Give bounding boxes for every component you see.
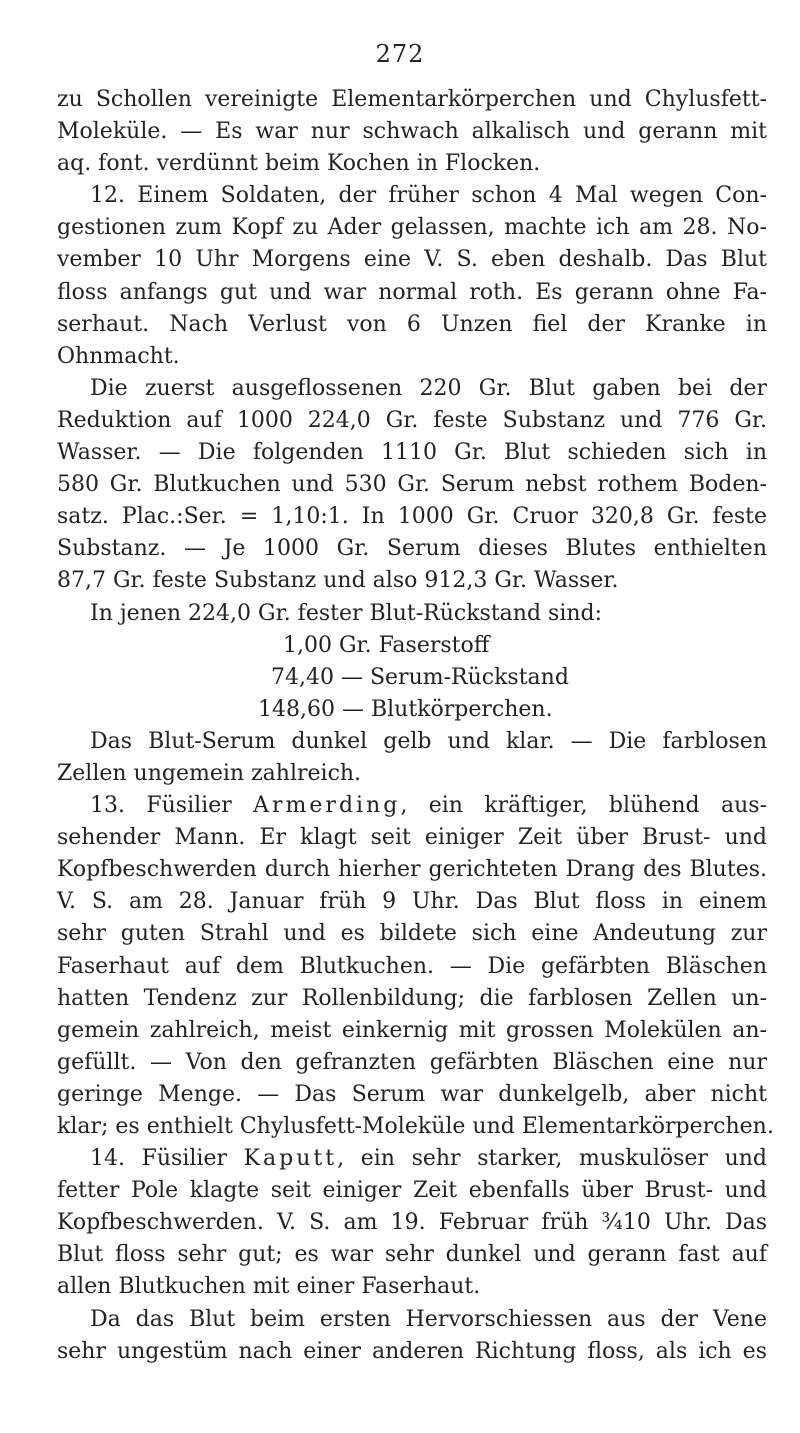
list-item: 1,00 Gr. Faserstoff bbox=[283, 632, 490, 658]
text-line: vember 10 Uhr Morgens eine V. S. eben deshalb. Das Blut bbox=[57, 247, 767, 273]
text-fragment: , ein kräftiger, blühend aus- bbox=[400, 793, 767, 819]
text-line: sehr ungestüm nach einer anderen Richtung floss, als ich es bbox=[57, 1338, 767, 1364]
text-line: 12. Einem Soldaten, der früher schon 4 Mal wegen Con- bbox=[90, 183, 767, 209]
text-line: gestionen zum Kopf zu Ader gelassen, machte ich am 28. No- bbox=[57, 215, 767, 241]
page-number: 272 bbox=[375, 40, 425, 68]
patient-name: Kaputt bbox=[243, 1146, 338, 1172]
text-line: allen Blutkuchen mit einer Faserhaut. bbox=[57, 1274, 481, 1300]
text-line: Kopfbeschwerden. V. S. am 19. Februar früh ¾10 Uhr. Das bbox=[57, 1210, 767, 1236]
text-line: In jenen 224,0 Gr. fester Blut-Rückstand sind: bbox=[90, 600, 603, 626]
section-number-13: 13. Füsilier bbox=[90, 793, 232, 819]
text-line: Kopfbeschwerden durch hierher gerichteten Drang des Blutes. bbox=[57, 857, 767, 883]
text-fragment: , ein sehr starker, muskulöser und bbox=[337, 1146, 767, 1172]
text-line bbox=[57, 1143, 767, 1175]
text-line: floss anfangs gut und war normal roth. Es gerann ohne Fa- bbox=[57, 279, 767, 305]
text-line: Ohnmacht. bbox=[57, 343, 180, 369]
text-line: 87,7 Gr. feste Substanz und also 912,3 Gr. Wasser. bbox=[57, 568, 619, 594]
text-line: gefüllt. — Von den gefranzten gefärbten Bläschen eine nur bbox=[57, 1049, 767, 1075]
text-line: Substanz. — Je 1000 Gr. Serum dieses Blutes enthielten bbox=[57, 536, 767, 562]
text-line: Das Blut-Serum dunkel gelb und klar. — Die farblosen bbox=[90, 728, 767, 754]
text-line: Da das Blut beim ersten Hervorschiessen aus der Vene bbox=[90, 1306, 767, 1332]
text-line: serhaut. Nach Verlust von 6 Unzen fiel der Kranke in bbox=[57, 311, 767, 337]
text-line: Reduktion auf 1000 224,0 Gr. feste Substanz und 776 Gr. bbox=[57, 407, 767, 433]
text-line: Blut floss sehr gut; es war sehr dunkel und gerann fast auf bbox=[57, 1242, 767, 1268]
text-line: 580 Gr. Blutkuchen und 530 Gr. Serum nebst rothem Boden- bbox=[57, 472, 767, 498]
text-line: Wasser. — Die folgenden 1110 Gr. Blut schieden sich in bbox=[57, 440, 767, 466]
text-line: Faserhaut auf dem Blutkuchen. — Die gefärbten Bläschen bbox=[57, 953, 767, 979]
list-item: 74,40 — Serum-Rückstand bbox=[271, 664, 569, 690]
section-number-14: 14. Füsilier bbox=[90, 1146, 227, 1172]
text-line: Moleküle. — Es war nur schwach alkalisch und gerann mit bbox=[57, 119, 767, 145]
text-line: satz. Plac.:Ser. = 1,10:1. In 1000 Gr. Cruor 320,8 Gr. feste bbox=[57, 504, 767, 530]
text-line: V. S. am 28. Januar früh 9 Uhr. Das Blut floss in einem bbox=[57, 889, 767, 915]
text-line: aq. font. verdünnt beim Kochen in Flocken. bbox=[57, 151, 541, 177]
text-line: Zellen ungemein zahlreich. bbox=[57, 760, 362, 786]
text-line: zu Schollen vereinigte Elementarkörperchen und Chylusfett- bbox=[57, 87, 767, 112]
text-line: Die zuerst ausgeflossenen 220 Gr. Blut gaben bei der bbox=[90, 375, 767, 401]
patient-name: Armerding bbox=[253, 793, 401, 819]
text-line bbox=[57, 790, 767, 822]
body-text bbox=[57, 84, 774, 1368]
text-line: sehr guten Strahl und es bildete sich eine Andeutung zur bbox=[57, 921, 767, 947]
list-item: 148,60 — Blutkörperchen. bbox=[258, 696, 553, 722]
text-line: geringe Menge. — Das Serum war dunkelgelb, aber nicht bbox=[57, 1081, 767, 1107]
text-line: hatten Tendenz zur Rollenbildung; die farblosen Zellen un- bbox=[57, 985, 767, 1011]
text-line: fetter Pole klagte seit einiger Zeit ebenfalls über Brust- und bbox=[57, 1178, 767, 1204]
text-line: gemein zahlreich, meist einkernig mit grossen Molekülen an- bbox=[57, 1017, 767, 1043]
text-line: sehender Mann. Er klagt seit einiger Zeit über Brust- und bbox=[57, 825, 767, 851]
text-line: klar; es enthielt Chylusfett-Moleküle und Elementarkörperchen. bbox=[57, 1114, 774, 1139]
